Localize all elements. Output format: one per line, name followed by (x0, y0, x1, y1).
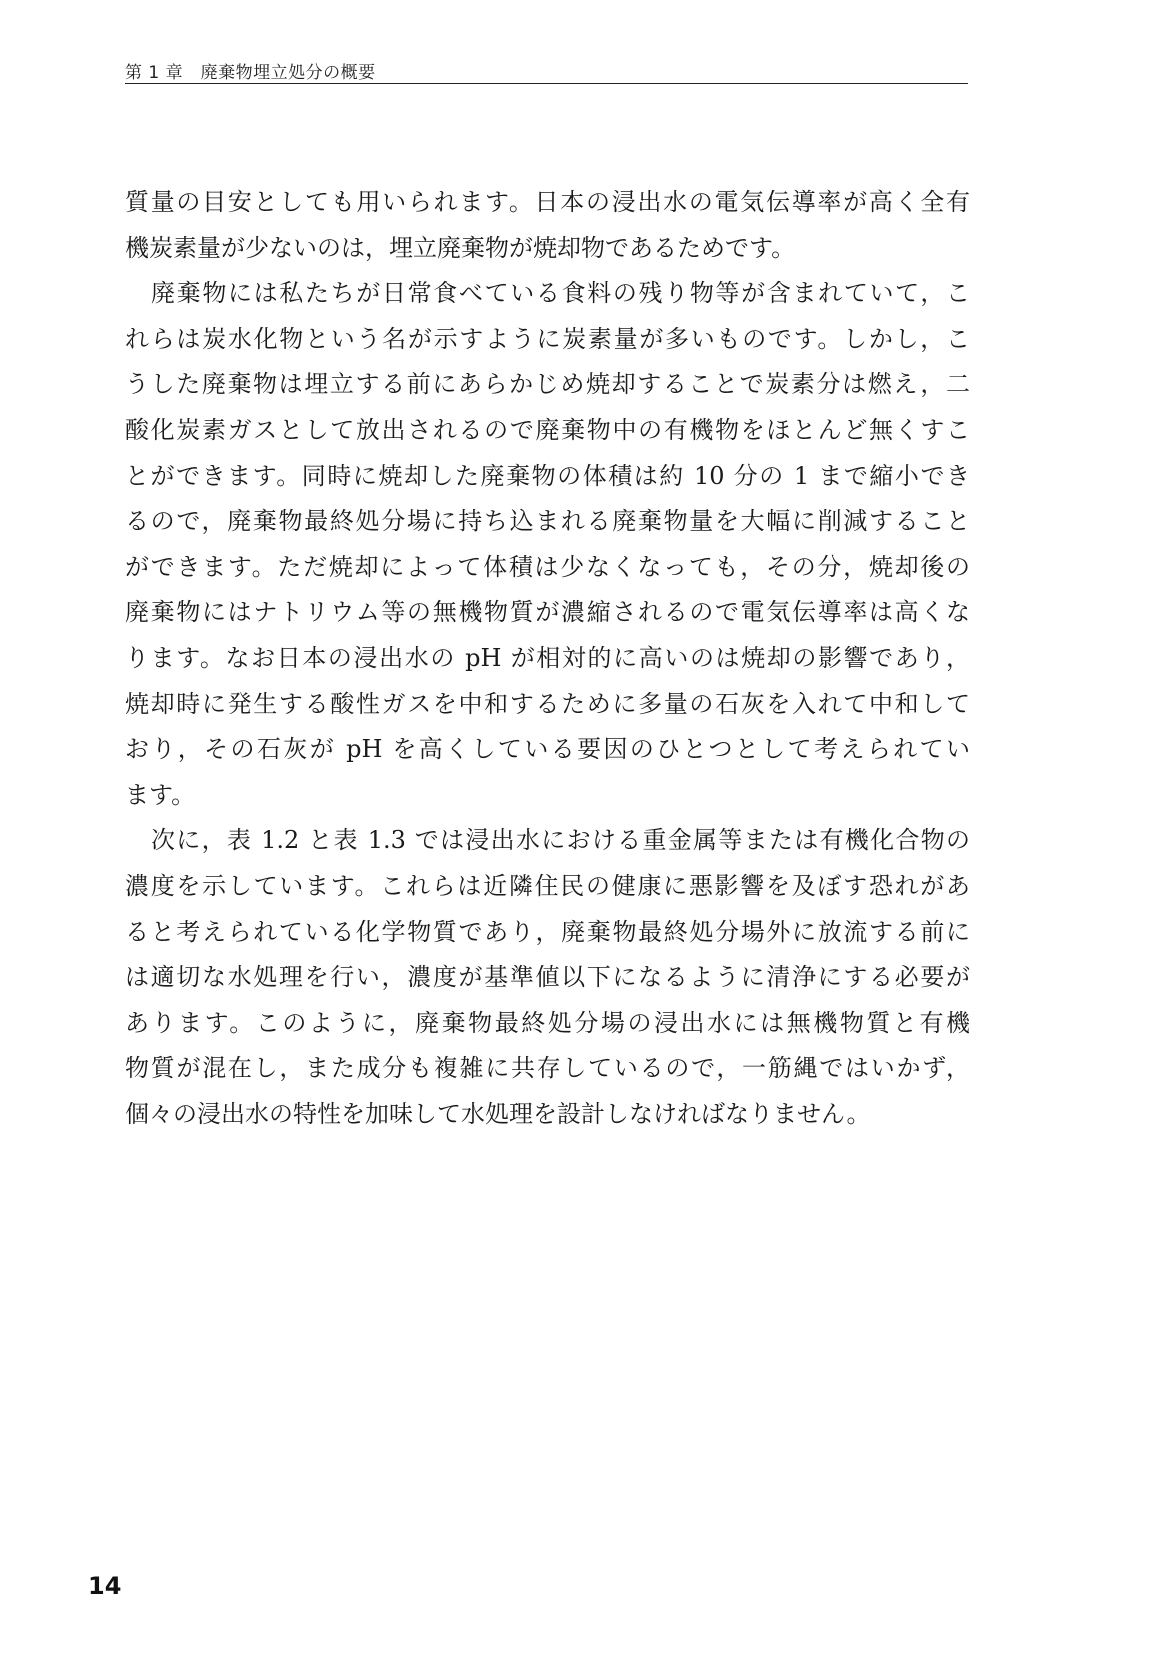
paragraph-1 (125, 180, 970, 271)
text-line: れらは炭水化物という名が示すように炭素量が多いものです。しかし，こ (125, 324, 970, 353)
text-line: うした廃棄物は埋立する前にあらかじめ焼却することで炭素分は燃え，二 (125, 370, 970, 399)
text-line: 機炭素量が少ないのは，埋立廃棄物が焼却物であるためです。 (125, 233, 796, 262)
text-line: 個々の浸出水の特性を加味して水処理を設計しなければなりません。 (125, 1099, 871, 1128)
page-number: 14 (88, 1572, 122, 1600)
text-line: ります。なお日本の浸出水の pH が相対的に高いのは焼却の影響であり， (125, 643, 970, 672)
text-line: 質量の目安としても用いられます。日本の浸出水の電気伝導率が高く全有 (125, 188, 970, 216)
text-line: とができます。同時に焼却した廃棄物の体積は約 10 分の 1 まで縮小でき (125, 461, 970, 490)
text-line: ます。 (125, 780, 196, 809)
paragraph-2 (125, 271, 970, 818)
header-rule (125, 83, 968, 84)
text-line: ができます。ただ焼却によって体積は少なくなっても，その分，焼却後の (125, 552, 970, 581)
text-line: 廃棄物には私たちが日常食べている食料の残り物等が含まれていて，こ (151, 279, 970, 308)
text-line: 物質が混在し，また成分も複雑に共存しているので，一筋縄ではいかず， (125, 1054, 970, 1083)
text-line: 濃度を示しています。これらは近隣住民の健康に悪影響を及ぼす恐れがあ (125, 871, 970, 900)
text-line: おり，その石灰が pH を高くしている要因のひとつとして考えられてい (125, 735, 970, 764)
text-line: 次に，表 1.2 と表 1.3 では浸出水における重金属等または有機化合物の (151, 826, 970, 855)
text-line: ると考えられている化学物質であり，廃棄物最終処分場外に放流する前に (125, 917, 970, 946)
text-line: 廃棄物にはナトリウム等の無機物質が濃縮されるので電気伝導率は高くな (125, 598, 970, 627)
text-line: 酸化炭素ガスとして放出されるので廃棄物中の有機物をほとんど無くすこ (125, 415, 970, 444)
text-line: るので，廃棄物最終処分場に持ち込まれる廃棄物量を大幅に削減すること (125, 507, 970, 536)
text-line: は適切な水処理を行い，濃度が基準値以下になるように清浄にする必要が (125, 963, 970, 992)
body-text (125, 180, 970, 1137)
text-line: 焼却時に発生する酸性ガスを中和するために多量の石灰を入れて中和して (125, 689, 970, 718)
text-line: あります。このように，廃棄物最終処分場の浸出水には無機物質と有機 (125, 1008, 970, 1037)
running-head: 第 1 章 廃棄物埋立処分の概要 (125, 63, 376, 83)
paragraph-3 (125, 818, 970, 1137)
